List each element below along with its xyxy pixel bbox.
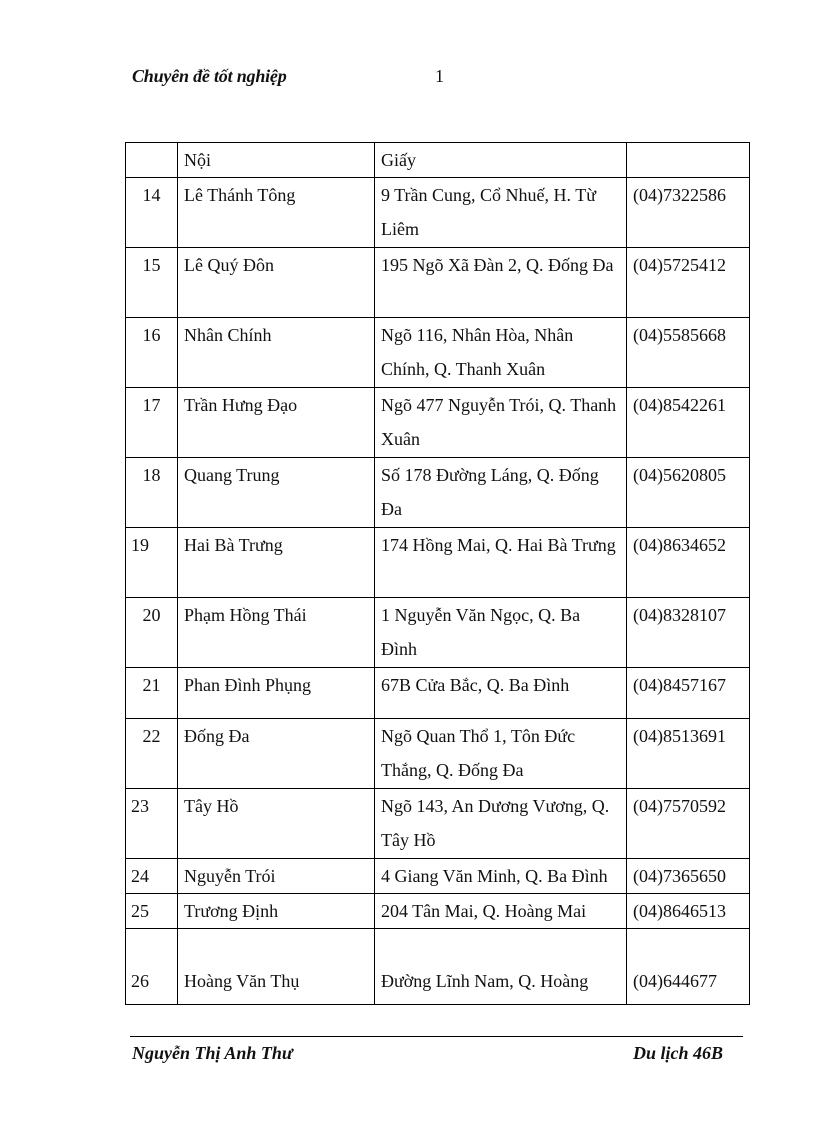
school-name: Tây Hồ <box>178 789 375 859</box>
footer-divider <box>130 1036 743 1037</box>
header-cell-name: Nội <box>178 143 375 178</box>
school-phone: (04)8513691 <box>627 719 750 789</box>
school-name: Nhân Chính <box>178 318 375 388</box>
school-phone: (04)8457167 <box>627 668 750 719</box>
school-phone: (04)5620805 <box>627 458 750 528</box>
school-phone: (04)5585668 <box>627 318 750 388</box>
table-row <box>126 894 750 929</box>
school-address: Ngõ 477 Nguyễn Trói, Q. Thanh Xuân <box>375 388 627 458</box>
school-address: 9 Trần Cung, Cổ Nhuế, H. Từ Liêm <box>375 178 627 248</box>
page-header-title: Chuyên đề tốt nghiệp <box>132 66 287 86</box>
school-phone: (04)7570592 <box>627 789 750 859</box>
table-row <box>126 458 750 528</box>
school-phone: (04)8542261 <box>627 388 750 458</box>
table-row <box>126 318 750 388</box>
school-phone: (04)7365650 <box>627 859 750 894</box>
table-row <box>126 528 750 598</box>
school-phone: (04)5725412 <box>627 248 750 318</box>
school-address: 4 Giang Văn Minh, Q. Ba Đình <box>375 859 627 894</box>
table-row <box>126 859 750 894</box>
row-number: 17 <box>126 388 178 458</box>
footer-class: Du lịch 46B <box>632 1043 723 1063</box>
table-row <box>126 719 750 789</box>
table-row <box>126 178 750 248</box>
school-address: Số 178 Đường Láng, Q. Đống Đa <box>375 458 627 528</box>
school-name: Đống Đa <box>178 719 375 789</box>
school-address: Ngõ Quan Thổ 1, Tôn Đức Thắng, Q. Đống Đa <box>375 719 627 789</box>
school-address: 195 Ngõ Xã Đàn 2, Q. Đống Đa <box>375 248 627 318</box>
row-number: 22 <box>126 719 178 789</box>
footer-author: Nguyễn Thị Anh Thư <box>132 1043 293 1063</box>
row-number: 15 <box>126 248 178 318</box>
row-number: 24 <box>126 859 178 894</box>
school-address: 174 Hồng Mai, Q. Hai Bà Trưng <box>375 528 627 598</box>
school-phone: (04)8328107 <box>627 598 750 668</box>
school-name: Hai Bà Trưng <box>178 528 375 598</box>
school-address: Ngõ 116, Nhân Hòa, Nhân Chính, Q. Thanh Xuân <box>375 318 627 388</box>
header-cell-address: Giấy <box>375 143 627 178</box>
row-number: 20 <box>126 598 178 668</box>
school-name: Lê Thánh Tông <box>178 178 375 248</box>
header-cell-num <box>126 143 178 178</box>
school-phone: (04)644677 <box>627 929 750 1005</box>
school-address: 1 Nguyễn Văn Ngọc, Q. Ba Đình <box>375 598 627 668</box>
table-row <box>126 668 750 719</box>
row-number: 19 <box>126 528 178 598</box>
table-row <box>126 929 750 1005</box>
school-address: Đường Lĩnh Nam, Q. Hoàng <box>375 929 627 1005</box>
row-number: 18 <box>126 458 178 528</box>
school-name: Trương Định <box>178 894 375 929</box>
row-number: 16 <box>126 318 178 388</box>
school-address: 204 Tân Mai, Q. Hoàng Mai <box>375 894 627 929</box>
table-row <box>126 248 750 318</box>
school-phone: (04)8646513 <box>627 894 750 929</box>
school-name: Phạm Hồng Thái <box>178 598 375 668</box>
table-row <box>126 388 750 458</box>
row-number: 26 <box>126 929 178 1005</box>
school-name: Trần Hưng Đạo <box>178 388 375 458</box>
school-name: Phan Đình Phụng <box>178 668 375 719</box>
school-phone: (04)7322586 <box>627 178 750 248</box>
school-name: Hoàng Văn Thụ <box>178 929 375 1005</box>
row-number: 23 <box>126 789 178 859</box>
school-phone: (04)8634652 <box>627 528 750 598</box>
school-address: Ngõ 143, An Dương Vương, Q. Tây Hồ <box>375 789 627 859</box>
header-cell-phone <box>627 143 750 178</box>
schools-table <box>125 142 750 1005</box>
table-row <box>126 598 750 668</box>
page-number: 1 <box>435 66 444 86</box>
row-number: 25 <box>126 894 178 929</box>
row-number: 14 <box>126 178 178 248</box>
row-number: 21 <box>126 668 178 719</box>
table-header-row <box>126 143 750 178</box>
school-name: Quang Trung <box>178 458 375 528</box>
school-name: Nguyễn Trói <box>178 859 375 894</box>
school-name: Lê Quý Đôn <box>178 248 375 318</box>
table-row <box>126 789 750 859</box>
school-address: 67B Cửa Bắc, Q. Ba Đình <box>375 668 627 719</box>
